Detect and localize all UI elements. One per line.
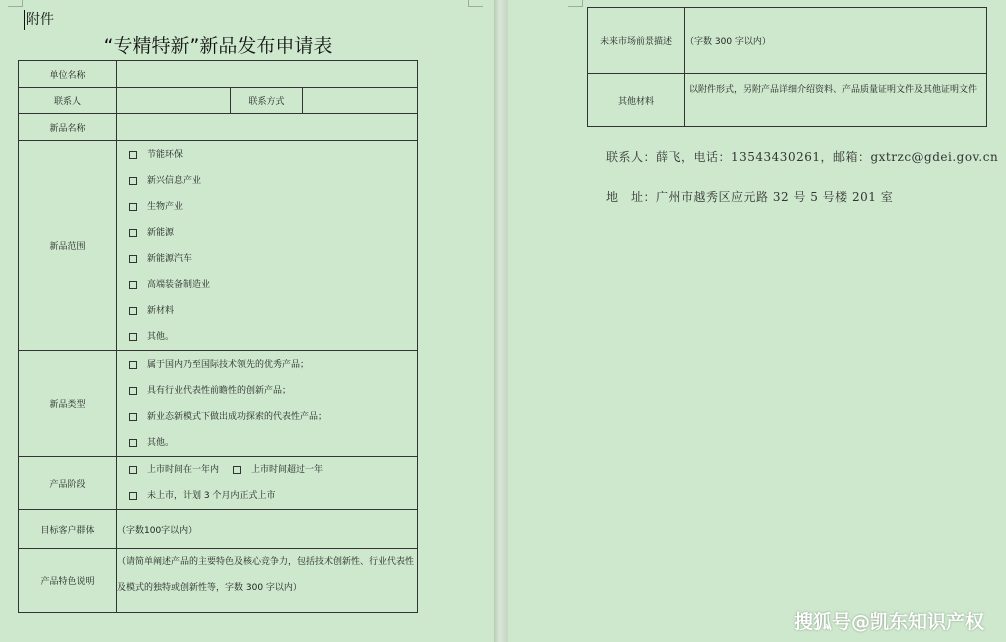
checkbox[interactable] — [129, 439, 137, 447]
checkbox[interactable] — [129, 203, 137, 211]
stage-option[interactable]: 上市时间在一年内 — [147, 465, 220, 475]
target-customers-label: 目标客户群体 — [19, 510, 117, 549]
product-name-label: 新品名称 — [19, 114, 117, 141]
product-name-cell[interactable] — [117, 114, 418, 141]
scope-option[interactable]: 新能源汽车 — [117, 246, 417, 272]
stage-option[interactable]: 未上市，计划 3 个月内正式上市 — [117, 483, 417, 509]
form-title: “专精特新”新品发布申请表 — [103, 35, 333, 57]
product-scope-label: 新品范围 — [19, 141, 117, 351]
other-materials-label: 其他材料 — [588, 74, 685, 127]
type-option[interactable]: 具有行业代表性前瞻性的创新产品； — [117, 378, 417, 404]
checkbox[interactable] — [129, 281, 137, 289]
product-stage-label: 产品阶段 — [19, 457, 117, 510]
stage-option[interactable]: 上市时间超过一年 — [251, 465, 324, 475]
type-option[interactable]: 属于国内乃至国际技术领先的优秀产品； — [117, 352, 417, 378]
checkbox[interactable] — [129, 229, 137, 237]
product-type-label: 新品类型 — [19, 351, 117, 457]
margin-mark — [568, 0, 583, 7]
application-form-table-continued — [587, 7, 987, 127]
application-form-table — [18, 60, 418, 613]
product-scope-options — [117, 141, 418, 351]
page-gutter — [494, 0, 508, 642]
checkbox[interactable] — [233, 466, 241, 474]
product-features-label: 产品特色说明 — [19, 549, 117, 613]
contact-method-cell[interactable] — [303, 88, 418, 114]
market-outlook-cell[interactable]: （字数 300 字以内） — [685, 8, 987, 74]
checkbox[interactable] — [129, 361, 137, 369]
checkbox[interactable] — [129, 177, 137, 185]
checkbox[interactable] — [129, 413, 137, 421]
company-name-cell[interactable] — [117, 61, 418, 88]
type-option[interactable]: 新业态新模式下做出成功探索的代表性产品； — [117, 404, 417, 430]
checkbox[interactable] — [129, 387, 137, 395]
scope-option[interactable]: 其他。 — [117, 324, 417, 350]
product-type-options — [117, 351, 418, 457]
contact-method-label: 联系方式 — [231, 88, 303, 114]
market-outlook-label: 未来市场前景描述 — [588, 8, 685, 74]
margin-mark — [468, 0, 483, 7]
other-materials-cell[interactable]: 以附件形式，另附产品详细介绍资料、产品质量证明文件及其他证明文件 — [685, 74, 987, 127]
watermark: 搜狐号@凯东知识产权 — [793, 611, 984, 633]
margin-mark — [8, 0, 23, 7]
scope-option[interactable]: 新材料 — [117, 298, 417, 324]
scope-option[interactable]: 新兴信息产业 — [117, 168, 417, 194]
scope-option[interactable]: 高端装备制造业 — [117, 272, 417, 298]
attachment-label[interactable]: 附件 — [26, 12, 54, 28]
checkbox[interactable] — [129, 333, 137, 341]
checkbox[interactable] — [129, 255, 137, 263]
product-stage-options — [117, 457, 418, 510]
type-option[interactable]: 其他。 — [117, 430, 417, 456]
checkbox[interactable] — [129, 151, 137, 159]
scope-option[interactable]: 节能环保 — [117, 142, 417, 168]
contact-person-cell[interactable] — [117, 88, 231, 114]
target-customers-cell[interactable]: （字数100字以内） — [117, 510, 418, 549]
checkbox[interactable] — [129, 307, 137, 315]
contact-person-label: 联系人 — [19, 88, 117, 114]
scope-option[interactable]: 生物产业 — [117, 194, 417, 220]
stage-option-row — [117, 457, 417, 483]
contact-info: 联系人：薛飞，电话：13543430261，邮箱：gxtrzc@gdei.gov.cn — [606, 150, 999, 164]
address-info: 地 址：广州市越秀区应元路 32 号 5 号楼 201 室 — [606, 190, 894, 204]
company-name-label: 单位名称 — [19, 61, 117, 88]
checkbox[interactable] — [129, 466, 137, 474]
scope-option[interactable]: 新能源 — [117, 220, 417, 246]
product-features-cell[interactable]: （请简单阐述产品的主要特色及核心竞争力，包括技术创新性、行业代表性及模式的独特或创新性等，字数 300 字以内） — [117, 549, 418, 613]
checkbox[interactable] — [129, 492, 137, 500]
